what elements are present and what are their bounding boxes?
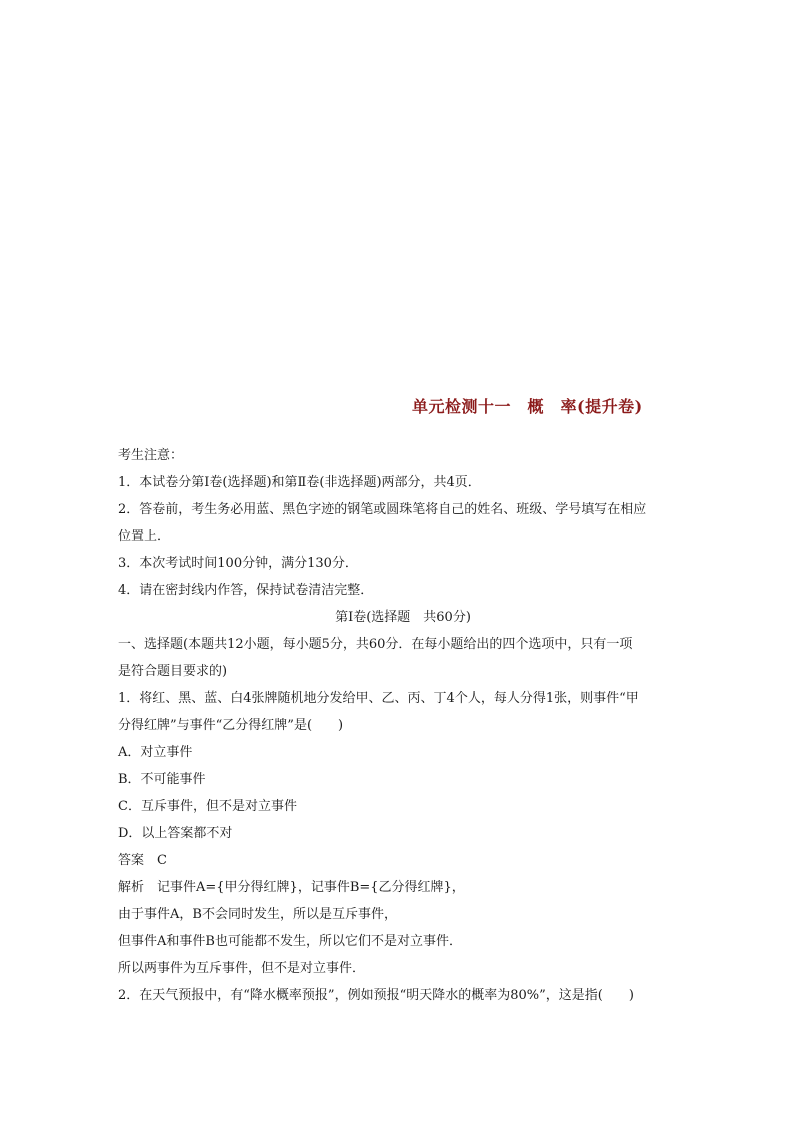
document-body bbox=[118, 442, 688, 1009]
question-1-option-c: C．互斥事件，但不是对立事件 bbox=[118, 799, 297, 814]
section-intro-line-1: 一、选择题(本题共12小题，每小题5分，共60分．在每小题给出的四个选项中，只有一项 bbox=[118, 637, 633, 652]
question-1-answer: 答案 C bbox=[118, 853, 167, 868]
section-intro-line-2: 是符合题目要求的) bbox=[118, 664, 228, 679]
notice-item-3: 3．本次考试时间100分钟，满分130分． bbox=[118, 556, 358, 571]
notice-item-2: 2．答卷前，考生务必用蓝、黑色字迹的钢笔或圆珠笔将自己的姓名、班级、学号填写在相应 bbox=[118, 502, 647, 517]
question-1-option-d: D．以上答案都不对 bbox=[118, 826, 233, 841]
notice-item-2-continued: 位置上． bbox=[118, 529, 171, 544]
question-1-analysis-line-3: 但事件A和事件B也可能都不发生，所以它们不是对立事件． bbox=[118, 934, 462, 949]
notice-item-1: 1．本试卷分第Ⅰ卷(选择题)和第Ⅱ卷(非选择题)两部分，共4页． bbox=[118, 475, 481, 490]
question-1-option-b: B．不可能事件 bbox=[118, 772, 206, 787]
question-1-analysis-line-4: 所以两事件为互斥事件，但不是对立事件． bbox=[118, 961, 366, 976]
document-title: 单元检测十一 概 率(提升卷) bbox=[412, 397, 643, 416]
question-1-option-a: A．对立事件 bbox=[118, 745, 193, 760]
question-1-analysis-line-1: 解析 记事件A={甲分得红牌}，记事件B={乙分得红牌}， bbox=[118, 880, 465, 895]
question-1-analysis-line-2: 由于事件A，B不会同时发生，所以是互斥事件， bbox=[118, 907, 397, 922]
question-2-stem: 2．在天气预报中，有“降水概率预报”，例如预报“明天降水的概率为80%”，这是指( ) bbox=[118, 988, 634, 1003]
question-1-stem-line-2: 分得红牌”与事件“乙分得红牌”是( ) bbox=[118, 718, 344, 733]
notice-item-4: 4．请在密封线内作答，保持试卷清洁完整． bbox=[118, 583, 374, 598]
notice-heading: 考生注意： bbox=[118, 448, 184, 463]
section-title: 第Ⅰ卷(选择题 共60分) bbox=[335, 610, 471, 625]
question-1-stem-line-1: 1．将红、黑、蓝、白4张牌随机地分发给甲、乙、丙、丁4个人，每人分得1张，则事件“甲 bbox=[118, 691, 639, 706]
